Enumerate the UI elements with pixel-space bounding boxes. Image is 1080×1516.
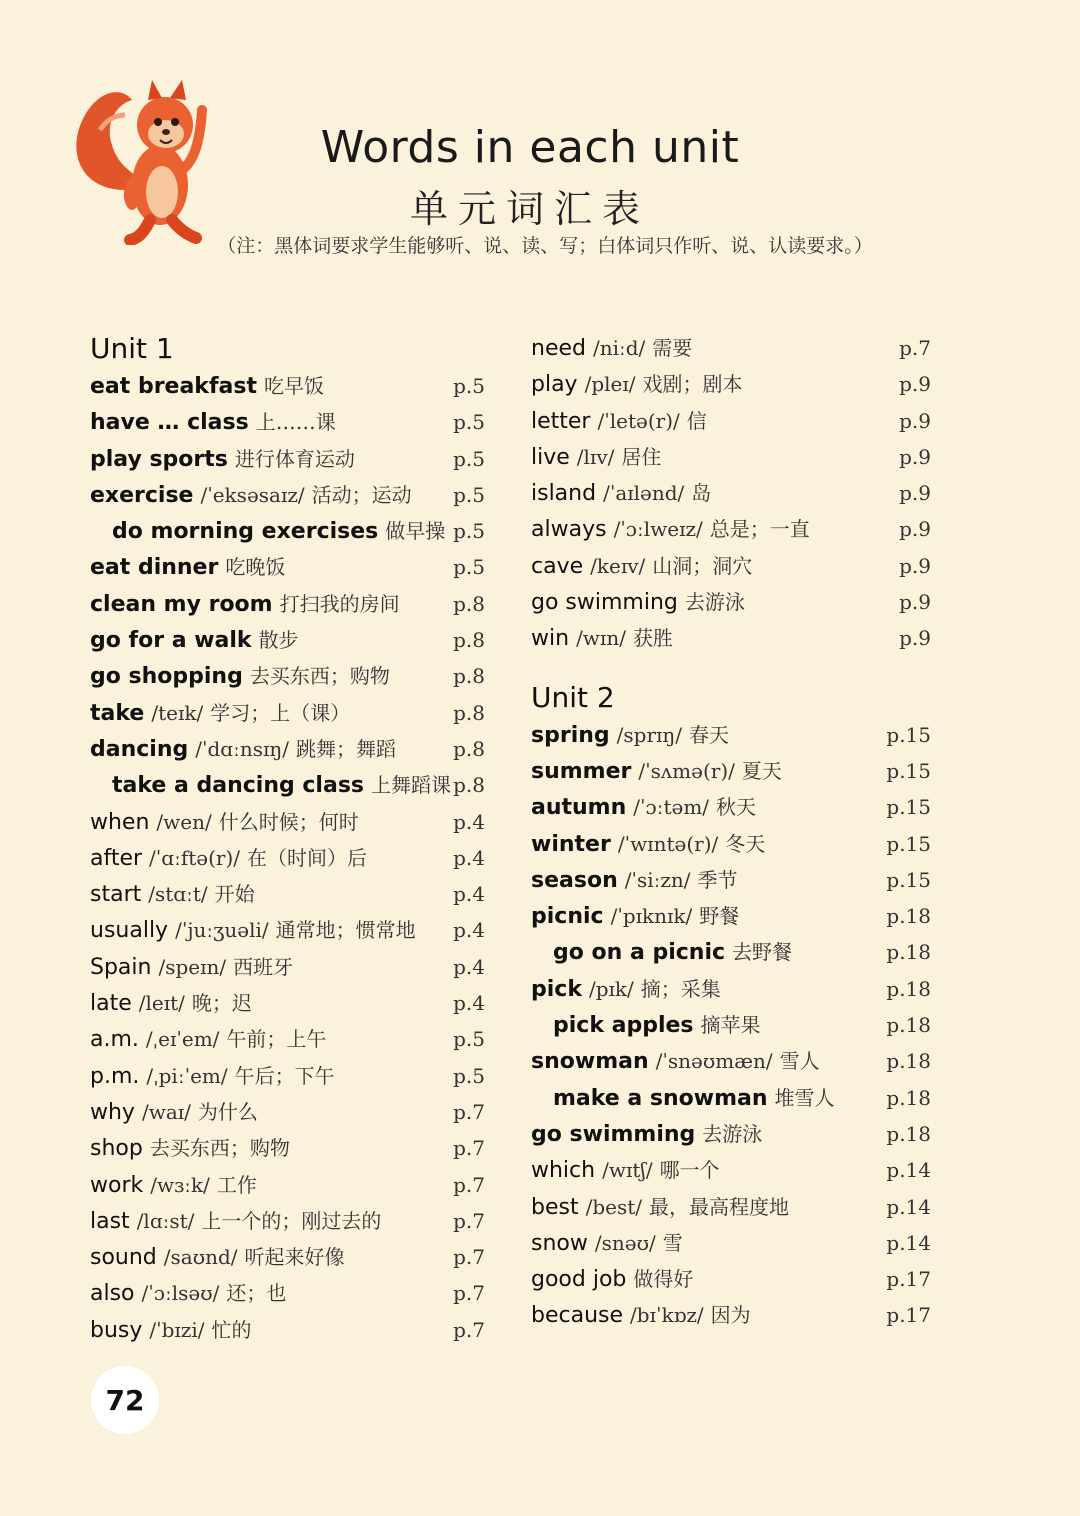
page-ref: p.8: [453, 773, 485, 798]
list-item: [90, 1058, 485, 1094]
word: go on a picnic: [553, 940, 726, 966]
word-list: [531, 330, 931, 657]
word: snow: [531, 1230, 588, 1256]
page-ref: p.18: [886, 940, 931, 965]
chinese-meaning: 去买东西；购物: [149, 1136, 290, 1161]
page-ref: p.17: [886, 1267, 931, 1292]
list-item: [90, 840, 485, 876]
phonetic: /sprɪŋ/: [616, 722, 683, 747]
left-column: [90, 330, 485, 1348]
word: good job: [531, 1267, 627, 1293]
list-item: [531, 511, 931, 547]
chinese-meaning: 去游泳: [684, 590, 745, 615]
chinese-meaning: 冬天: [725, 831, 766, 856]
chinese-meaning: 通常地；惯常地: [275, 918, 416, 943]
chinese-meaning: 跳舞；舞蹈: [296, 736, 396, 761]
list-item: [531, 366, 931, 402]
word: a.m.: [90, 1027, 139, 1053]
word: snowman: [531, 1049, 649, 1075]
list-item: [90, 804, 485, 840]
chinese-meaning: 忙的: [211, 1317, 252, 1342]
phonetic: /ˈɔːlsəʊ/: [141, 1281, 220, 1306]
chinese-meaning: 夏天: [741, 758, 782, 783]
chinese-meaning: 岛: [691, 481, 712, 506]
word: have … class: [90, 410, 249, 436]
page-ref: p.5: [453, 374, 485, 398]
word: work: [90, 1172, 144, 1198]
page-ref: p.4: [453, 809, 485, 834]
word: pick: [531, 976, 582, 1002]
phonetic: /ˈsiːzn/: [624, 867, 691, 892]
word: make a snowman: [553, 1085, 768, 1111]
list-item: [90, 949, 485, 985]
word: spring: [531, 722, 610, 748]
phonetic: /ˈletə(r)/: [597, 408, 680, 433]
chinese-meaning: 秋天: [716, 795, 757, 820]
page-ref: p.18: [886, 976, 931, 1001]
word: last: [90, 1208, 130, 1234]
chinese-meaning: 因为: [710, 1303, 751, 1328]
word: autumn: [531, 795, 627, 821]
phonetic: /stɑːt/: [148, 882, 208, 907]
word: winter: [531, 831, 611, 857]
word: cave: [531, 553, 584, 579]
right-column: [531, 330, 931, 1334]
phonetic: /snəʊ/: [594, 1230, 656, 1255]
page-ref: p.7: [453, 1281, 485, 1306]
page-ref: p.4: [453, 882, 485, 907]
list-item: [531, 1225, 931, 1261]
squirrel-icon: [70, 70, 220, 245]
word: go swimming: [531, 1121, 696, 1147]
list-item: [90, 731, 485, 767]
phonetic: /ˈdɑːnsɪŋ/: [195, 736, 289, 761]
phonetic: /wɪn/: [576, 626, 626, 651]
list-item: [531, 862, 931, 898]
page-ref: p.7: [453, 1172, 485, 1197]
chinese-meaning: 在（时间）后: [247, 845, 368, 870]
page-ref: p.7: [453, 1099, 485, 1124]
word: letter: [531, 408, 591, 434]
page-ref: p.15: [886, 831, 931, 856]
phonetic: /pleɪ/: [584, 372, 636, 397]
chinese-meaning: 去野餐: [732, 940, 793, 965]
page-ref: p.5: [453, 446, 485, 471]
list-item: [531, 403, 931, 439]
word: summer: [531, 758, 632, 784]
unit-heading: Unit 2: [531, 680, 615, 714]
page-ref: p.5: [453, 1027, 485, 1052]
list-item: [531, 1043, 931, 1079]
phonetic: /wɪtʃ/: [602, 1158, 653, 1183]
phonetic: /ˈɑːftə(r)/: [149, 845, 241, 870]
chinese-meaning: 午前；上午: [226, 1027, 327, 1052]
list-item: [90, 695, 485, 731]
list-item: [90, 1021, 485, 1057]
chinese-meaning: 野餐: [699, 904, 740, 929]
list-item: [90, 912, 485, 948]
word: because: [531, 1303, 624, 1329]
list-item: [531, 548, 931, 584]
chinese-meaning: 午后；下午: [234, 1063, 335, 1088]
chinese-meaning: 季节: [697, 867, 738, 892]
page-ref: p.4: [453, 845, 485, 870]
word: which: [531, 1158, 596, 1184]
word: take: [90, 700, 145, 726]
page-ref: p.8: [453, 700, 485, 725]
list-item: [531, 789, 931, 825]
list-item: [90, 1130, 485, 1166]
word: win: [531, 626, 570, 652]
page-ref: p.7: [453, 1317, 485, 1342]
word: take a dancing class: [112, 773, 365, 799]
phonetic: /ˈɔːtəm/: [633, 795, 710, 820]
chinese-meaning: 上一个的；刚过去的: [201, 1208, 382, 1233]
page-ref: p.14: [886, 1194, 931, 1219]
page-ref: p.5: [453, 482, 485, 507]
page-ref: p.14: [886, 1158, 931, 1183]
page-title: Words in each unit: [320, 122, 740, 173]
list-item: [531, 475, 931, 511]
list-item: [90, 513, 485, 549]
list-item: [531, 1080, 931, 1116]
word: island: [531, 481, 597, 507]
page-ref: p.7: [899, 336, 931, 360]
list-item: [90, 985, 485, 1021]
word: exercise: [90, 482, 194, 508]
page-ref: p.18: [886, 1013, 931, 1038]
list-item: [90, 1203, 485, 1239]
list-item: [90, 549, 485, 585]
page-ref: p.15: [886, 795, 931, 820]
chinese-meaning: 学习；上（课）: [210, 700, 351, 725]
chinese-meaning: 活动；运动: [311, 482, 412, 507]
phonetic: /lɪv/: [576, 444, 615, 469]
chinese-meaning: 居住: [621, 444, 662, 469]
word-list: [90, 368, 485, 1348]
chinese-meaning: 进行体育运动: [234, 446, 355, 471]
phonetic: /ˈbɪzi/: [149, 1317, 205, 1342]
chinese-meaning: 获胜: [632, 626, 673, 651]
list-item: [531, 620, 931, 656]
page-ref: p.5: [453, 555, 485, 580]
word: late: [90, 991, 132, 1017]
page-ref: p.9: [899, 408, 931, 433]
page-ref: p.15: [886, 758, 931, 783]
chinese-meaning: 听起来好像: [244, 1245, 345, 1270]
word: busy: [90, 1317, 143, 1343]
word: live: [531, 444, 570, 470]
chinese-meaning: 需要: [652, 336, 693, 360]
chinese-meaning: 做早操: [385, 519, 446, 544]
list-item: [531, 1116, 931, 1152]
list-item: [531, 1152, 931, 1188]
phonetic: /ˈeksəsaɪz/: [200, 482, 305, 507]
page-ref: p.15: [886, 867, 931, 892]
list-item: [90, 1239, 485, 1275]
chinese-meaning: 去买东西；购物: [249, 664, 390, 689]
page-ref: p.7: [453, 1208, 485, 1233]
phonetic: /bɪˈkɒz/: [630, 1303, 704, 1328]
phonetic: /best/: [585, 1194, 643, 1219]
word: picnic: [531, 904, 604, 930]
phonetic: /niːd/: [592, 336, 646, 360]
list-item: [531, 971, 931, 1007]
word: eat dinner: [90, 555, 219, 581]
chinese-meaning: 吃早饭: [263, 374, 324, 398]
page-ref: p.7: [453, 1136, 485, 1161]
list-item: [90, 658, 485, 694]
list-item: [90, 368, 485, 404]
page-ref: p.18: [886, 1121, 931, 1146]
list-item: [90, 767, 485, 803]
word: always: [531, 517, 607, 543]
page-number: 72: [91, 1366, 159, 1434]
phonetic: /waɪ/: [141, 1099, 191, 1124]
word: when: [90, 809, 150, 835]
list-item: [90, 1275, 485, 1311]
list-item: [531, 826, 931, 862]
phonetic: /ˈwɪntə(r)/: [617, 831, 719, 856]
chinese-meaning: 晚；迟: [191, 991, 252, 1016]
list-item: [531, 1007, 931, 1043]
chinese-meaning: 工作: [216, 1172, 257, 1197]
chinese-meaning: 雪人: [779, 1049, 820, 1074]
phonetic: /ˈsnəʊmæn/: [655, 1049, 773, 1074]
chinese-meaning: 信: [686, 408, 707, 433]
chinese-meaning: 做得好: [633, 1267, 694, 1292]
page-ref: p.17: [886, 1303, 931, 1328]
chinese-meaning: 还；也: [226, 1281, 287, 1306]
word: shop: [90, 1136, 143, 1162]
chinese-meaning: 散步: [258, 628, 299, 653]
page-ref: p.9: [899, 517, 931, 542]
phonetic: /leɪt/: [138, 991, 185, 1016]
word: also: [90, 1281, 135, 1307]
chinese-meaning: 上……课: [255, 410, 336, 435]
word-list: [531, 717, 931, 1334]
page-ref: p.9: [899, 444, 931, 469]
list-item: [90, 477, 485, 513]
phonetic: /lɑːst/: [136, 1208, 195, 1233]
page-ref: p.18: [886, 1085, 931, 1110]
list-item: [531, 753, 931, 789]
page-ref: p.15: [886, 722, 931, 747]
page-ref: p.8: [453, 664, 485, 689]
word: pick apples: [553, 1013, 694, 1039]
page-ref: p.18: [886, 904, 931, 929]
phonetic: /ˈsʌmə(r)/: [638, 758, 735, 783]
phonetic: /pɪk/: [588, 976, 634, 1001]
note: （注：黑体词要求学生能够听、说、读、写；白体词只作听、说、认读要求。）: [217, 235, 873, 257]
chinese-meaning: 开始: [214, 882, 255, 907]
page-ref: p.4: [453, 954, 485, 979]
list-item: [90, 404, 485, 440]
list-item: [90, 876, 485, 912]
page-ref: p.9: [899, 481, 931, 506]
list-item: [531, 584, 931, 620]
chinese-meaning: 去游泳: [702, 1121, 763, 1146]
phonetic: /wen/: [156, 809, 212, 834]
list-item: [90, 441, 485, 477]
phonetic: /speɪn/: [158, 954, 227, 979]
word: go shopping: [90, 664, 243, 690]
chinese-meaning: 摘苹果: [700, 1013, 761, 1038]
page-ref: p.7: [453, 1245, 485, 1270]
list-item: [90, 622, 485, 658]
page-ref: p.8: [453, 628, 485, 653]
word: play sports: [90, 446, 228, 472]
page-ref: p.5: [453, 519, 485, 544]
word: eat breakfast: [90, 374, 257, 399]
chinese-meaning: 摘；采集: [640, 976, 721, 1001]
phonetic: /wɜːk/: [150, 1172, 210, 1197]
chinese-meaning: 哪一个: [659, 1158, 720, 1183]
list-item: [531, 1189, 931, 1225]
word: why: [90, 1099, 135, 1125]
page-ref: p.8: [453, 736, 485, 761]
word: Spain: [90, 954, 152, 980]
word: dancing: [90, 736, 189, 762]
page-ref: p.9: [899, 553, 931, 578]
chinese-meaning: 西班牙: [233, 954, 294, 979]
unit-heading: Unit 1: [90, 332, 174, 365]
phonetic: /teɪk/: [151, 700, 204, 725]
phonetic: /ˈjuːʒuəli/: [175, 918, 269, 943]
chinese-meaning: 什么时候；何时: [218, 809, 359, 834]
list-item: [90, 1312, 485, 1348]
word: go for a walk: [90, 628, 252, 654]
word: after: [90, 845, 143, 871]
page-ref: p.14: [886, 1230, 931, 1255]
list-item: [90, 1167, 485, 1203]
page-ref: p.4: [453, 918, 485, 943]
chinese-meaning: 春天: [689, 722, 730, 747]
word: need: [531, 336, 586, 361]
chinese-meaning: 打扫我的房间: [279, 591, 400, 616]
phonetic: /ˈaɪlənd/: [603, 481, 685, 506]
page-ref: p.5: [453, 1063, 485, 1088]
page-ref: p.8: [453, 591, 485, 616]
page-ref: p.9: [899, 590, 931, 615]
page-ref: p.18: [886, 1049, 931, 1074]
list-item: [531, 1261, 931, 1297]
page-ref: p.9: [899, 372, 931, 397]
word: clean my room: [90, 591, 273, 617]
page-ref: p.4: [453, 991, 485, 1016]
word: p.m.: [90, 1063, 140, 1089]
chinese-meaning: 吃晚饭: [225, 555, 286, 580]
list-item: [531, 1297, 931, 1333]
phonetic: /ˌeɪˈem/: [145, 1027, 220, 1052]
list-item: [531, 934, 931, 970]
phonetic: /ˈpɪknɪk/: [610, 904, 693, 929]
page-title-chinese: 单元词汇表: [409, 187, 650, 231]
list-item: [531, 439, 931, 475]
chinese-meaning: 总是；一直: [709, 517, 810, 542]
word: season: [531, 867, 618, 893]
chinese-meaning: 为什么: [197, 1099, 258, 1124]
phonetic: /ˈɔːlweɪz/: [613, 517, 703, 542]
phonetic: /ˌpiːˈem/: [146, 1063, 228, 1088]
list-item: [90, 1094, 485, 1130]
word: start: [90, 882, 142, 908]
chinese-meaning: 最，最高程度地: [649, 1194, 790, 1219]
word: usually: [90, 918, 169, 944]
word: sound: [90, 1245, 157, 1271]
chinese-meaning: 戏剧；剧本: [642, 372, 743, 397]
chinese-meaning: 上舞蹈课: [371, 773, 452, 798]
word: do morning exercises: [112, 519, 379, 545]
word: go swimming: [531, 590, 678, 616]
list-item: [90, 586, 485, 622]
list-item: [531, 898, 931, 934]
page-ref: p.5: [453, 410, 485, 435]
phonetic: /saʊnd/: [163, 1245, 238, 1270]
word: best: [531, 1194, 579, 1220]
page-ref: p.9: [899, 626, 931, 651]
list-item: [531, 330, 931, 366]
chinese-meaning: 山洞；洞穴: [652, 553, 753, 578]
list-item: [531, 717, 931, 753]
phonetic: /keɪv/: [590, 553, 646, 578]
chinese-meaning: 雪: [662, 1230, 683, 1255]
word: play: [531, 372, 578, 398]
chinese-meaning: 堆雪人: [774, 1085, 835, 1110]
